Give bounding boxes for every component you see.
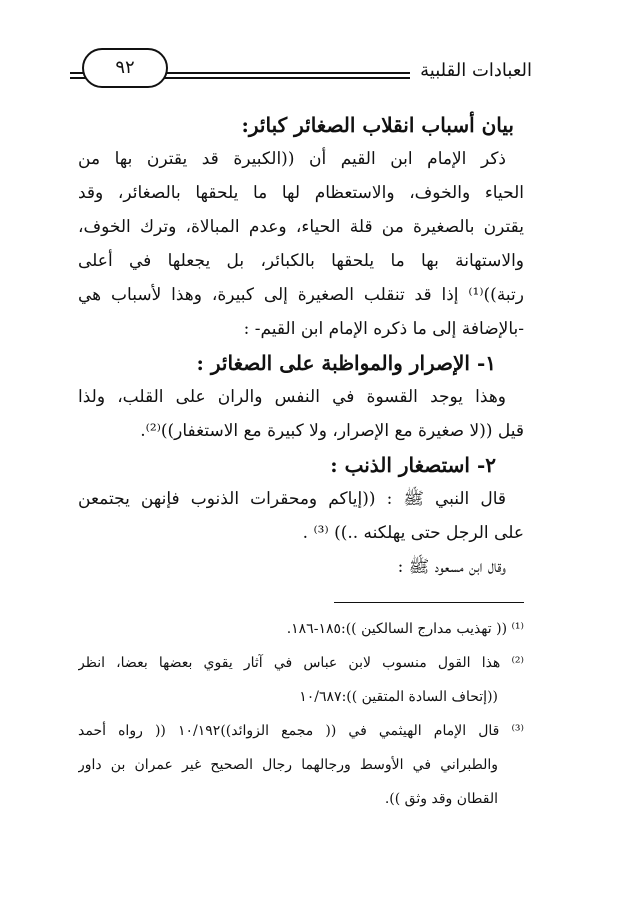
point-1-line: وهذا يوجد القسوة في النفس والران على القلب، ولذا — [78, 387, 506, 407]
footnote-3-line: ⁽³⁾ قال الإمام الهيثمي في (( مجمع الزوائد))١٠/١٩٢ (( رواه أحمد — [78, 723, 524, 739]
footnotes — [78, 612, 524, 816]
footnote-1-line: ⁽¹⁾ (( تهذيب مدارج السالكين )):١٨٥-١٨٦. — [286, 621, 524, 637]
point-2-line: وقال ابن مسعود ﷺ : — [397, 557, 506, 577]
intro-line: ذكر الإمام ابن القيم أن ((الكبيرة قد يقترن بها من — [78, 149, 506, 169]
point-2-heading: ٢- استصغار الذنب : — [330, 453, 496, 477]
footnote-2-line: ((إتحاف السادة المتقين )):١٠/٦٨٧ — [299, 689, 498, 705]
intro-line: يقترن بالصغيرة من قلة الحياء، وعدم المبالاة، وترك الخوف، — [78, 217, 524, 237]
footnote-2-line: ⁽²⁾ هذا القول منسوب لابن عباس في آثار يقوي بعضها بعضا، انظر — [78, 655, 524, 671]
running-title: العبادات القلبية — [410, 56, 540, 86]
page-number-badge: ٩٢ — [82, 48, 168, 88]
intro-line: والاستهانة بها ما يلحقها بالكبائر، بل يجعلها في أعلى — [78, 251, 524, 271]
footnote-separator — [334, 602, 524, 603]
intro-line: رتبة))⁽¹⁾ إذا قد تنقلب الصغيرة إلى كبيرة، وهذا لأسباب هي — [78, 285, 524, 305]
main-text — [78, 108, 524, 584]
point-2-line: قال النبي ﷺ : ((إياكم ومحقرات الذنوب فإنهن يجتمعن — [78, 489, 506, 509]
point-1-line: قيل ((لا صغيرة مع الإصرار، ولا كبيرة مع الاستغفار))⁽²⁾. — [140, 421, 524, 441]
section-heading: بيان أسباب انقلاب الصغائر كبائر: — [241, 113, 514, 137]
footnote-3-line: والطبراني في الأوسط ورجالهما رجال الصحيح غير عمران بن داور — [78, 757, 498, 773]
point-2-line: على الرجل حتى يهلكنه ..)) ⁽³⁾ . — [302, 523, 524, 543]
footnote-3-line: القطان وقد وثق )). — [384, 791, 498, 807]
intro-line: -بالإضافة إلى ما ذكره الإمام ابن القيم- : — [243, 319, 524, 339]
intro-line: الحياء والخوف، والاستعظام لها ما يلحقها بالصغائر، وقد — [78, 183, 524, 203]
page-header — [70, 46, 540, 88]
point-1-heading: ١- الإصرار والمواظبة على الصغائر : — [196, 351, 496, 375]
